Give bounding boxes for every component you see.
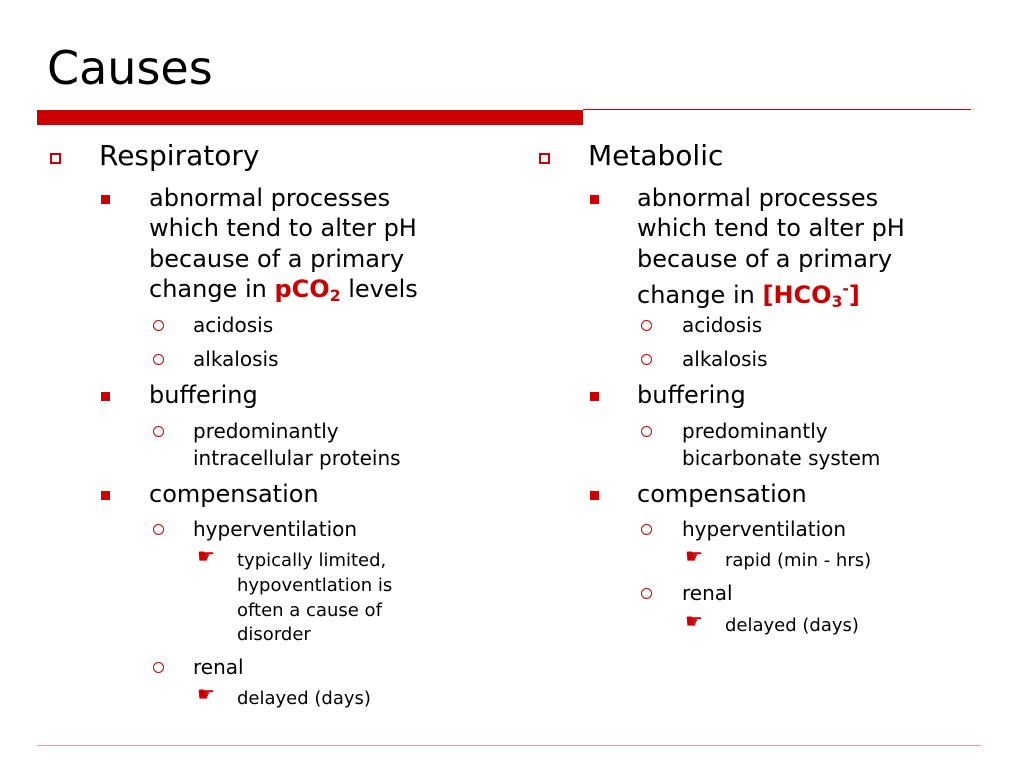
respiratory-heading: Respiratory — [99, 139, 260, 172]
hco3-close-bracket: ] — [848, 281, 860, 309]
hollow-square-bullet-icon — [50, 153, 61, 164]
respiratory-buffer-line: intracellular proteins — [193, 446, 401, 470]
respiratory-hyper-note: hypoventlation is — [237, 575, 393, 596]
respiratory-acidosis: acidosis — [193, 313, 274, 337]
metabolic-renal: renal — [682, 581, 733, 605]
respiratory-compensation: compensation — [149, 480, 319, 508]
pointing-hand-icon: ☛ — [197, 682, 215, 706]
respiratory-def-line — [149, 274, 418, 312]
circle-bullet-icon — [641, 320, 652, 331]
square-bullet-icon — [590, 392, 599, 401]
square-bullet-icon — [101, 392, 110, 401]
title-divider-bar — [37, 110, 583, 125]
respiratory-buffering: buffering — [149, 381, 258, 409]
pointing-hand-icon: ☛ — [197, 544, 215, 568]
hco3-superscript: - — [842, 280, 849, 298]
respiratory-def-pre: change in — [149, 275, 267, 303]
respiratory-hyper-note: often a cause of — [237, 600, 382, 621]
pco2-term-text: pCO — [274, 275, 330, 303]
square-bullet-icon — [101, 491, 110, 500]
hco3-term-text: [HCO — [762, 281, 832, 309]
circle-bullet-icon — [153, 426, 164, 437]
title-divider-line — [583, 109, 971, 110]
pco2-term — [274, 275, 340, 303]
hollow-square-bullet-icon — [539, 153, 550, 164]
respiratory-alkalosis: alkalosis — [193, 347, 279, 371]
respiratory-def-post: levels — [348, 275, 418, 303]
respiratory-buffer-line: predominantly — [193, 419, 339, 443]
square-bullet-icon — [590, 491, 599, 500]
respiratory-hyper-note: disorder — [237, 624, 311, 645]
metabolic-heading: Metabolic — [588, 139, 724, 172]
metabolic-def-line: which tend to alter pH — [637, 214, 905, 242]
metabolic-hyper-note: rapid (min - hrs) — [725, 550, 872, 571]
metabolic-def-line: abnormal processes — [637, 184, 879, 212]
circle-bullet-icon — [641, 588, 652, 599]
pointing-hand-icon: ☛ — [685, 544, 703, 568]
pco2-subscript: 2 — [329, 287, 341, 305]
metabolic-renal-note: delayed (days) — [725, 615, 859, 636]
metabolic-alkalosis: alkalosis — [682, 347, 768, 371]
hco3-subscript: 3 — [831, 293, 843, 311]
square-bullet-icon — [590, 195, 599, 204]
circle-bullet-icon — [641, 354, 652, 365]
hco3-term — [762, 281, 859, 309]
circle-bullet-icon — [153, 354, 164, 365]
respiratory-def-line: because of a primary — [149, 245, 405, 273]
pointing-hand-icon: ☛ — [685, 609, 703, 633]
metabolic-compensation: compensation — [637, 480, 807, 508]
circle-bullet-icon — [153, 662, 164, 673]
circle-bullet-icon — [641, 524, 652, 535]
footer-divider-line — [37, 745, 981, 746]
respiratory-def-line: which tend to alter pH — [149, 214, 417, 242]
circle-bullet-icon — [153, 320, 164, 331]
metabolic-def-line: because of a primary — [637, 245, 893, 273]
metabolic-def-pre: change in — [637, 281, 755, 309]
metabolic-buffering: buffering — [637, 381, 746, 409]
square-bullet-icon — [101, 195, 110, 204]
metabolic-acidosis: acidosis — [682, 313, 763, 337]
circle-bullet-icon — [641, 426, 652, 437]
respiratory-renal-note: delayed (days) — [237, 688, 371, 709]
circle-bullet-icon — [153, 524, 164, 535]
respiratory-def-line: abnormal processes — [149, 184, 391, 212]
metabolic-hyperventilation: hyperventilation — [682, 517, 847, 541]
metabolic-buffer-line: predominantly — [682, 419, 828, 443]
slide-title: Causes — [47, 41, 213, 95]
respiratory-hyperventilation: hyperventilation — [193, 517, 358, 541]
respiratory-renal: renal — [193, 655, 244, 679]
metabolic-buffer-line: bicarbonate system — [682, 446, 881, 470]
respiratory-hyper-note: typically limited, — [237, 550, 387, 571]
